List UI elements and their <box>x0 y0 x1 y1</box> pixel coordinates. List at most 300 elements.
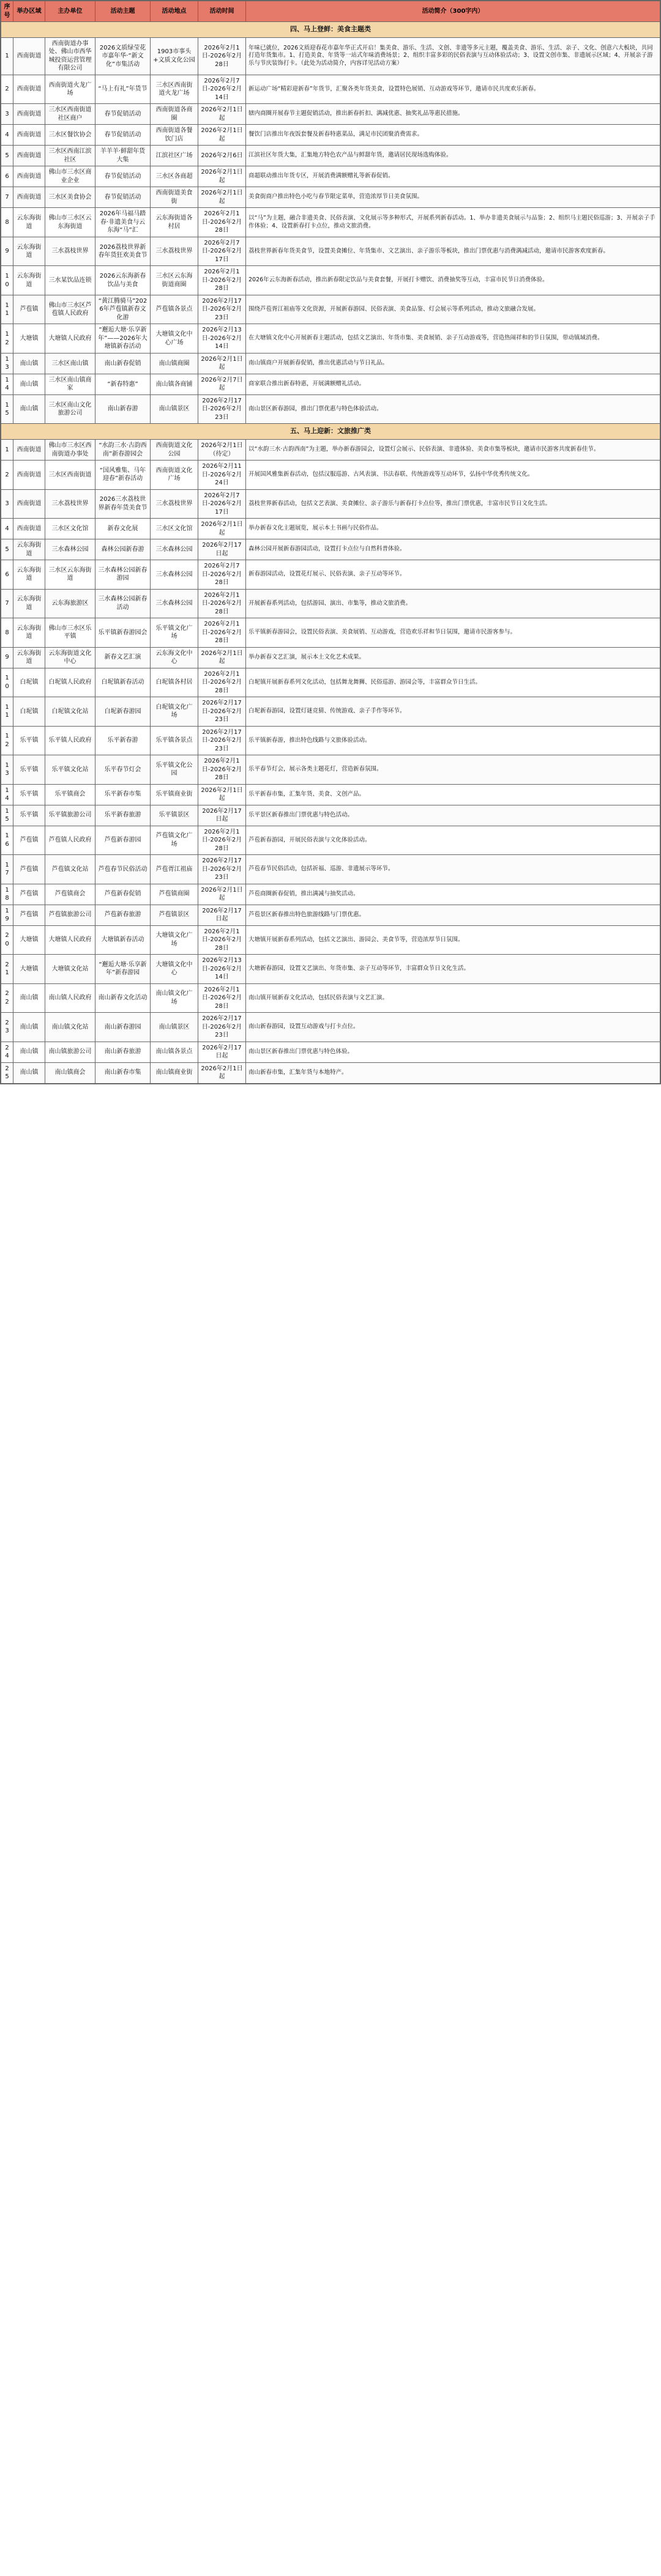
cell-no: 3 <box>1 489 13 519</box>
cell-venue: 西南街道美食街 <box>151 187 198 208</box>
cell-intro: 大塘镇开展新春系列活动，包括文艺演出、游园会、美食节等，营造浓厚节日氛围。 <box>246 925 660 955</box>
table-row <box>1 75 660 104</box>
cell-area: 大塘镇 <box>13 925 45 955</box>
cell-intro: 荔枝世界新春活动，包括文艺表演、美食摊位、亲子游乐与新春打卡点位等，推出门票优惠，丰富市民节日文化生活。 <box>246 489 660 519</box>
cell-intro: 荔枝世界新春年货美食节，设置美食摊位、年货集市、文艺演出、亲子游乐等板块，推出门票优惠与消费满减活动，邀请市民游客欢度新春。 <box>246 237 660 266</box>
cell-time: 2026年2月1日起 <box>198 647 246 668</box>
cell-venue: 芦苞镇各景点 <box>151 295 198 324</box>
table-row <box>1 618 660 648</box>
cell-venue: 南山镇各商铺 <box>151 374 198 394</box>
cell-time: 2026年2月1日（待定） <box>198 440 246 461</box>
table-row <box>1 146 660 166</box>
cell-intro: 南山景区新春游园，推出门票优惠与特色体验活动。 <box>246 394 660 424</box>
cell-theme: 南山新春游园 <box>95 1013 151 1042</box>
table-row <box>1 925 660 955</box>
cell-venue: 1903市事头+文质文化公园 <box>151 37 198 75</box>
cell-theme: 2026年马福马踏春·非遗美食与云东海“马”汇 <box>95 208 151 237</box>
table-row <box>1 784 660 805</box>
cell-no: 15 <box>1 805 13 826</box>
cell-org: 三水区云东海街道 <box>45 560 95 590</box>
cell-venue: 大塘镇文化中心 <box>151 955 198 984</box>
table-row <box>1 125 660 146</box>
cell-area: 云东海街道 <box>13 589 45 618</box>
cell-venue: 三水荔枝世界 <box>151 237 198 266</box>
cell-time: 2026年2月6日 <box>198 146 246 166</box>
cell-intro: 年味已就位，2026文质迎春花市嘉年华正式开启！集美食、游乐、生活、文创、非遗等多元主题，覆盖美食、游乐、生活、亲子、文化、创意六大板块，共同打造年货集市。1、打造美食、年货等一站式年味消费场景；2、组织丰富多彩的民俗表演与互动体验活动；3、设置文创市集、非遗展示区域；4、开展亲子游乐与节庆装饰打卡。（此处为活动简介，内容详见活动方案） <box>246 37 660 75</box>
table-row <box>1 726 660 755</box>
cell-no: 1 <box>1 440 13 461</box>
cell-venue: 南山镇各景点 <box>151 1042 198 1062</box>
cell-theme: 2026三水荔枝世界新春年货美食节 <box>95 489 151 519</box>
cell-time: 2026年2月1日起 <box>198 125 246 146</box>
cell-no: 9 <box>1 647 13 668</box>
cell-time: 2026年2月7日起 <box>198 374 246 394</box>
table-row <box>1 955 660 984</box>
cell-org: 乐平镇商会 <box>45 784 95 805</box>
cell-no: 15 <box>1 394 13 424</box>
cell-theme: 新春文艺汇演 <box>95 647 151 668</box>
cell-no: 20 <box>1 925 13 955</box>
cell-time: 2026年2月1日起 <box>198 353 246 374</box>
cell-venue: 白坭镇文化广场 <box>151 697 198 727</box>
cell-theme: 白坭镇新春活动 <box>95 668 151 697</box>
table-row <box>1 668 660 697</box>
cell-intro: 江滨社区年货大集，汇集地方特色农产品与鲜甜年货，邀请居民现场选购体验。 <box>246 146 660 166</box>
cell-no: 13 <box>1 755 13 785</box>
table-row <box>1 905 660 925</box>
table-row <box>1 647 660 668</box>
cell-theme: 三水森林公园新春游园 <box>95 560 151 590</box>
cell-org: 南山镇商会 <box>45 1062 95 1083</box>
cell-no: 6 <box>1 560 13 590</box>
cell-area: 乐平镇 <box>13 755 45 785</box>
cell-venue: 三水森林公园 <box>151 539 198 560</box>
cell-time: 2026年2月7日-2026年2月28日 <box>198 560 246 590</box>
cell-intro: 开展国风雅集新春活动，包括汉服巡游、古风表演、书法春联、传统游戏等互动环节，弘扬中华优秀传统文化。 <box>246 461 660 490</box>
activity-table-sheet <box>0 0 661 1084</box>
section-header <box>1 424 660 440</box>
cell-time: 2026年2月17日-2026年2月23日 <box>198 726 246 755</box>
cell-area: 南山镇 <box>13 983 45 1013</box>
header-time: 活动时间 <box>198 1 246 22</box>
cell-time: 2026年2月1日起 <box>198 519 246 539</box>
cell-no: 10 <box>1 668 13 697</box>
cell-area: 芦苞镇 <box>13 295 45 324</box>
cell-time: 2026年2月1日-2026年2月28日 <box>198 208 246 237</box>
cell-intro: 芦苞景区新春推出特色旅游线路与门票优惠。 <box>246 905 660 925</box>
cell-no: 2 <box>1 461 13 490</box>
cell-venue: 南山镇商业街 <box>151 1062 198 1083</box>
cell-theme: 白坭新春游园 <box>95 697 151 727</box>
cell-area: 乐平镇 <box>13 784 45 805</box>
cell-theme: 乐平新春市集 <box>95 784 151 805</box>
table-row <box>1 187 660 208</box>
table-row <box>1 1013 660 1042</box>
table-row <box>1 884 660 905</box>
cell-venue: 芦苞镇文化广场 <box>151 826 198 855</box>
cell-venue: 三水区云东海街道商圈 <box>151 266 198 295</box>
cell-intro: 以“水韵三水·古韵西南”为主题，举办新春游园会，设置灯会展示、民俗表演、非遗体验、美食市集等板块，邀请市民游客共度新春佳节。 <box>246 440 660 461</box>
cell-venue: 三水森林公园 <box>151 560 198 590</box>
cell-no: 18 <box>1 884 13 905</box>
cell-time: 2026年2月1日-2026年2月28日 <box>198 755 246 785</box>
cell-venue: 大塘镇文化中心广场 <box>151 324 198 353</box>
cell-intro: 白坭新春游园，设置灯谜竞猜、传统游戏、亲子手作等环节。 <box>246 697 660 727</box>
table-row <box>1 166 660 187</box>
cell-org: 南山镇旅游公司 <box>45 1042 95 1062</box>
cell-intro: 乐平镇新春游园会，设置民俗表演、美食展销、互动游戏，营造欢乐祥和节日氛围，邀请市民游客参与。 <box>246 618 660 648</box>
cell-org: 南山镇人民政府 <box>45 983 95 1013</box>
cell-time: 2026年2月17日-2026年2月23日 <box>198 295 246 324</box>
cell-area: 西南街道 <box>13 461 45 490</box>
cell-venue: 南山镇文化广场 <box>151 983 198 1013</box>
cell-venue: 三水荔枝世界 <box>151 489 198 519</box>
cell-time: 2026年2月7日-2026年2月14日 <box>198 75 246 104</box>
cell-theme: 三水森林公园新春活动 <box>95 589 151 618</box>
cell-area: 南山镇 <box>13 1042 45 1062</box>
header-org: 主办单位 <box>45 1 95 22</box>
activity-table <box>1 1 660 1084</box>
cell-no: 12 <box>1 324 13 353</box>
cell-theme: 2026荔枝世界新春年货狂欢美食节 <box>95 237 151 266</box>
cell-area: 芦苞镇 <box>13 826 45 855</box>
cell-org: 三水区美食协会 <box>45 187 95 208</box>
cell-time: 2026年2月1日-2026年2月28日 <box>198 668 246 697</box>
cell-time: 2026年2月1日起 <box>198 1062 246 1083</box>
cell-theme: 南山新春游 <box>95 394 151 424</box>
table-row <box>1 324 660 353</box>
cell-intro: 芦苞商圈新春促销，推出满减与抽奖活动。 <box>246 884 660 905</box>
cell-org: 佛山市三水区云东海街道 <box>45 208 95 237</box>
cell-org: 三水区西南街道 <box>45 461 95 490</box>
table-row <box>1 697 660 727</box>
cell-no: 23 <box>1 1013 13 1042</box>
cell-theme: “邂逅大塘·乐享新年”——2026年大塘镇新春活动 <box>95 324 151 353</box>
cell-area: 乐平镇 <box>13 726 45 755</box>
cell-intro: 南山镇开展新春文化活动，包括民俗表演与文艺汇演。 <box>246 983 660 1013</box>
cell-no: 5 <box>1 539 13 560</box>
cell-venue: 芦苞镇商圈 <box>151 884 198 905</box>
cell-time: 2026年2月1日起 <box>198 784 246 805</box>
cell-no: 12 <box>1 726 13 755</box>
cell-no: 5 <box>1 146 13 166</box>
cell-area: 云东海街道 <box>13 237 45 266</box>
cell-org: 三水荔枝世界 <box>45 489 95 519</box>
cell-org: 大塘镇人民政府 <box>45 324 95 353</box>
cell-venue: 三水区西南街道火龙广场 <box>151 75 198 104</box>
cell-no: 9 <box>1 237 13 266</box>
cell-org: 三水区南山文化旅游公司 <box>45 394 95 424</box>
cell-org: 三水区南山镇商家 <box>45 374 95 394</box>
cell-intro: 南山镇商户开展新春促销，推出优惠活动与节日礼品。 <box>246 353 660 374</box>
cell-theme: 乐平春节灯会 <box>95 755 151 785</box>
cell-org: 三水区文化馆 <box>45 519 95 539</box>
cell-theme: 南山新春旅游 <box>95 1042 151 1062</box>
cell-venue: 南山镇景区 <box>151 394 198 424</box>
table-header <box>1 1 660 22</box>
cell-intro: 森林公园开展新春游园活动，设置打卡点位与自然科普体验。 <box>246 539 660 560</box>
cell-area: 芦苞镇 <box>13 905 45 925</box>
table-row <box>1 1042 660 1062</box>
cell-intro: 商超联动推出年货专区，开展消费满额赠礼等新春促销。 <box>246 166 660 187</box>
cell-org: 佛山市三水区西南街道办事处 <box>45 440 95 461</box>
cell-theme: 春节促销活动 <box>95 104 151 125</box>
cell-area: 大塘镇 <box>13 955 45 984</box>
cell-time: 2026年2月17日起 <box>198 905 246 925</box>
cell-area: 西南街道 <box>13 37 45 75</box>
cell-theme: 南山新春促销 <box>95 353 151 374</box>
cell-no: 1 <box>1 37 13 75</box>
cell-org: 西南街道火龙广场 <box>45 75 95 104</box>
cell-venue: 西南街道各餐饮门店 <box>151 125 198 146</box>
cell-no: 8 <box>1 618 13 648</box>
table-row <box>1 560 660 590</box>
cell-org: 乐平镇人民政府 <box>45 726 95 755</box>
cell-venue: 乐平镇景区 <box>151 805 198 826</box>
cell-theme: 新春文化展 <box>95 519 151 539</box>
cell-no: 14 <box>1 784 13 805</box>
cell-no: 21 <box>1 955 13 984</box>
cell-time: 2026年2月11日-2026年2月24日 <box>198 461 246 490</box>
cell-org: 佛山市三水区商业企业 <box>45 166 95 187</box>
cell-org: 大塘镇文化站 <box>45 955 95 984</box>
cell-intro: 芦苞春节民俗活动，包括祈福、巡游、非遗展示等环节。 <box>246 855 660 884</box>
cell-intro: 开展新春系列活动，包括游园、演出、市集等，推动文旅消费。 <box>246 589 660 618</box>
cell-area: 云东海街道 <box>13 647 45 668</box>
table-row <box>1 208 660 237</box>
cell-venue: 乐平镇文化公园 <box>151 755 198 785</box>
cell-area: 西南街道 <box>13 104 45 125</box>
cell-org: 三水森林公园 <box>45 539 95 560</box>
cell-intro: 乐平新春市集，汇集年货、美食、文创产品。 <box>246 784 660 805</box>
cell-intro: 南山新春市集，汇集年货与本地特产。 <box>246 1062 660 1083</box>
cell-no: 13 <box>1 353 13 374</box>
cell-time: 2026年2月1日起 <box>198 166 246 187</box>
cell-theme: 2026文质绿莹花市嘉年华·“新文化”市集活动 <box>95 37 151 75</box>
cell-time: 2026年2月1日起 <box>198 187 246 208</box>
cell-time: 2026年2月13日-2026年2月14日 <box>198 324 246 353</box>
cell-no: 4 <box>1 125 13 146</box>
table-row <box>1 1062 660 1083</box>
cell-time: 2026年2月1日-2026年2月28日 <box>198 826 246 855</box>
cell-theme: “黄江腾骑马”2026年芦苞镇新春文化游 <box>95 295 151 324</box>
cell-org: 三水荔枝世界 <box>45 237 95 266</box>
header-venue: 活动地点 <box>151 1 198 22</box>
cell-theme: 春节促销活动 <box>95 187 151 208</box>
table-row <box>1 394 660 424</box>
table-row <box>1 353 660 374</box>
cell-org: 三水区西南街道社区商户 <box>45 104 95 125</box>
cell-no: 16 <box>1 826 13 855</box>
table-row <box>1 104 660 125</box>
section-title: 四、马上登鲜：美食主题类 <box>1 22 660 38</box>
table-row <box>1 855 660 884</box>
table-row <box>1 539 660 560</box>
cell-theme: 羊羊羊·鲜甜年货大集 <box>95 146 151 166</box>
cell-org: 云东海旅游区 <box>45 589 95 618</box>
header-intro: 活动简介（300字内） <box>246 1 660 22</box>
cell-org: 芦苞镇文化站 <box>45 855 95 884</box>
cell-intro: 白坭镇开展新春系列文化活动，包括舞龙舞狮、民俗巡游、游园会等，丰富群众节日生活。 <box>246 668 660 697</box>
cell-org: 佛山市三水区乐平镇 <box>45 618 95 648</box>
cell-no: 14 <box>1 374 13 394</box>
cell-venue: 西南街道各商圈 <box>151 104 198 125</box>
cell-no: 6 <box>1 166 13 187</box>
cell-org: 三水区餐饮协会 <box>45 125 95 146</box>
cell-venue: 江滨社区广场 <box>151 146 198 166</box>
table-row <box>1 374 660 394</box>
cell-venue: 三水区文化馆 <box>151 519 198 539</box>
cell-theme: “水韵三水·古韵西南”新春游园会 <box>95 440 151 461</box>
cell-theme: 森林公园新春游 <box>95 539 151 560</box>
cell-time: 2026年2月17日起 <box>198 805 246 826</box>
cell-intro: 举办新春文化主题展览，展示本土书画与民俗作品。 <box>246 519 660 539</box>
cell-area: 南山镇 <box>13 353 45 374</box>
cell-org: 芦苞镇商会 <box>45 884 95 905</box>
cell-theme: 乐平新春游 <box>95 726 151 755</box>
cell-org: 西南街道办事处、佛山市西华城投资运营管理有限公司 <box>45 37 95 75</box>
cell-theme: 春节促销活动 <box>95 166 151 187</box>
cell-theme: “马上有礼”年货节 <box>95 75 151 104</box>
section-title: 五、马上迎新：文旅推广类 <box>1 424 660 440</box>
cell-theme: “国风雅集、马年迎春”新春活动 <box>95 461 151 490</box>
cell-area: 云东海街道 <box>13 560 45 590</box>
table-row <box>1 983 660 1013</box>
cell-area: 白坭镇 <box>13 697 45 727</box>
cell-no: 7 <box>1 589 13 618</box>
cell-time: 2026年2月1日起 <box>198 104 246 125</box>
cell-time: 2026年2月1日-2026年2月28日 <box>198 618 246 648</box>
header-no: 序号 <box>1 1 13 22</box>
cell-org: 云东海街道文化中心 <box>45 647 95 668</box>
cell-intro: 乐平景区新春推出门票优惠与特色活动。 <box>246 805 660 826</box>
cell-time: 2026年2月1日-2026年2月28日 <box>198 266 246 295</box>
cell-intro: 以“马”为主题，融合非遗美食、民俗表演、文化展示等多种形式，开展系列新春活动。1、举办非遗美食展示与品鉴；2、组织马主题民俗巡游；3、开展亲子手作体验；4、设置新春打卡点位，推动文旅消费。 <box>246 208 660 237</box>
cell-org: 大塘镇人民政府 <box>45 925 95 955</box>
cell-no: 7 <box>1 187 13 208</box>
table-body <box>1 22 660 1084</box>
table-row <box>1 461 660 490</box>
cell-theme: 芦苞新春促销 <box>95 884 151 905</box>
cell-org: 芦苞镇旅游公司 <box>45 905 95 925</box>
cell-area: 云东海街道 <box>13 266 45 295</box>
cell-theme: 芦苞新春旅游 <box>95 905 151 925</box>
cell-venue: 云东海文化中心 <box>151 647 198 668</box>
cell-area: 西南街道 <box>13 146 45 166</box>
cell-no: 22 <box>1 983 13 1013</box>
cell-time: 2026年2月17日-2026年2月23日 <box>198 697 246 727</box>
cell-org: 乐平镇文化站 <box>45 755 95 785</box>
cell-intro: 举办新春文艺汇演，展示本土文化艺术成果。 <box>246 647 660 668</box>
cell-time: 2026年2月1日-2026年2月28日 <box>198 589 246 618</box>
cell-no: 19 <box>1 905 13 925</box>
cell-intro: 芦苞新春游园，开展民俗表演与文化体验活动。 <box>246 826 660 855</box>
cell-org: 芦苞镇人民政府 <box>45 826 95 855</box>
cell-no: 2 <box>1 75 13 104</box>
cell-time: 2026年2月1日-2026年2月28日 <box>198 983 246 1013</box>
cell-area: 西南街道 <box>13 125 45 146</box>
cell-intro: 大塘新春游园，设置文艺演出、年货市集、亲子互动等环节，丰富群众节日文化生活。 <box>246 955 660 984</box>
cell-time: 2026年2月7日-2026年2月17日 <box>198 489 246 519</box>
cell-theme: 南山新春文化活动 <box>95 983 151 1013</box>
cell-area: 大塘镇 <box>13 324 45 353</box>
cell-intro: 餐饮门店推出年夜饭套餐及新春特惠菜品，满足市民团聚消费需求。 <box>246 125 660 146</box>
cell-org: 白坭镇人民政府 <box>45 668 95 697</box>
cell-area: 西南街道 <box>13 519 45 539</box>
cell-venue: 南山镇商圈 <box>151 353 198 374</box>
cell-venue: 西南街道文化公园 <box>151 440 198 461</box>
cell-time: 2026年2月17日-2026年2月23日 <box>198 394 246 424</box>
cell-time: 2026年2月17日起 <box>198 539 246 560</box>
cell-intro: 乐平镇新春游，推出特色线路与文旅体验活动。 <box>246 726 660 755</box>
table-row <box>1 489 660 519</box>
cell-venue: 白坭镇各村居 <box>151 668 198 697</box>
cell-no: 10 <box>1 266 13 295</box>
cell-org: 三水某饮品连锁 <box>45 266 95 295</box>
cell-intro: 辖内商圈开展春节主题促销活动，推出新春折扣、满减优惠、抽奖礼品等惠民措施。 <box>246 104 660 125</box>
cell-area: 云东海街道 <box>13 208 45 237</box>
cell-theme: 大塘镇新春活动 <box>95 925 151 955</box>
table-row <box>1 440 660 461</box>
cell-venue: 西南街道文化广场 <box>151 461 198 490</box>
cell-theme: 乐平新春旅游 <box>95 805 151 826</box>
cell-venue: 三水森林公园 <box>151 589 198 618</box>
cell-area: 西南街道 <box>13 166 45 187</box>
cell-intro: 新运动广场“精彩迎新春”年货节，汇聚各类年货美食，设置特色展销、互动游戏等环节，邀请市民共度欢乐新春。 <box>246 75 660 104</box>
cell-intro: 南山景区新春推出门票优惠与特色体验。 <box>246 1042 660 1062</box>
cell-org: 乐平镇旅游公司 <box>45 805 95 826</box>
cell-intro: 围绕芦苞胥江祖庙等文化资源，开展新春游园、民俗表演、美食品鉴、灯会展示等系列活动，推动文旅融合发展。 <box>246 295 660 324</box>
cell-no: 17 <box>1 855 13 884</box>
section-header <box>1 22 660 38</box>
table-row <box>1 237 660 266</box>
cell-intro: 新春游园活动，设置花灯展示、民俗表演、亲子互动等环节。 <box>246 560 660 590</box>
cell-intro: 美食街商户推出特色小吃与春节限定菜单，营造浓厚节日美食氛围。 <box>246 187 660 208</box>
cell-time: 2026年2月17日起 <box>198 1042 246 1062</box>
cell-time: 2026年2月17日-2026年2月23日 <box>198 1013 246 1042</box>
cell-venue: 乐平镇商业街 <box>151 784 198 805</box>
cell-venue: 芦苞胥江祖庙 <box>151 855 198 884</box>
header-area: 举办区域 <box>13 1 45 22</box>
cell-theme: 2026云东海新春饮品与美食 <box>95 266 151 295</box>
cell-intro: 2026年云东海新春活动，推出新春限定饮品与美食套餐，开展打卡赠饮、消费抽奖等互动，丰富市民节日消费体验。 <box>246 266 660 295</box>
cell-org: 佛山市三水区芦苞镇人民政府 <box>45 295 95 324</box>
cell-area: 云东海街道 <box>13 539 45 560</box>
header-theme: 活动主题 <box>95 1 151 22</box>
cell-no: 3 <box>1 104 13 125</box>
cell-org: 三水区西南江滨社区 <box>45 146 95 166</box>
table-row <box>1 805 660 826</box>
cell-intro: 南山新春游园，设置互动游戏与打卡点位。 <box>246 1013 660 1042</box>
cell-intro: 乐平春节灯会，展示各类主题花灯，营造新春氛围。 <box>246 755 660 785</box>
cell-no: 11 <box>1 295 13 324</box>
cell-no: 25 <box>1 1062 13 1083</box>
cell-venue: 芦苞镇景区 <box>151 905 198 925</box>
cell-area: 白坭镇 <box>13 668 45 697</box>
cell-area: 芦苞镇 <box>13 884 45 905</box>
cell-theme: “新春特惠” <box>95 374 151 394</box>
cell-intro: 在大塘镇文化中心开展新春主题活动，包括文艺演出、年货市集、美食展销、亲子互动游戏等，营造热闹祥和的节日氛围，带动镇域消费。 <box>246 324 660 353</box>
cell-venue: 乐平镇文化广场 <box>151 618 198 648</box>
table-row <box>1 266 660 295</box>
cell-area: 南山镇 <box>13 394 45 424</box>
cell-area: 西南街道 <box>13 440 45 461</box>
cell-venue: 乐平镇各景点 <box>151 726 198 755</box>
cell-time: 2026年2月1日-2026年2月28日 <box>198 37 246 75</box>
cell-theme: 芦苞新春游园 <box>95 826 151 855</box>
cell-time: 2026年2月17日-2026年2月23日 <box>198 855 246 884</box>
cell-org: 白坭镇文化站 <box>45 697 95 727</box>
